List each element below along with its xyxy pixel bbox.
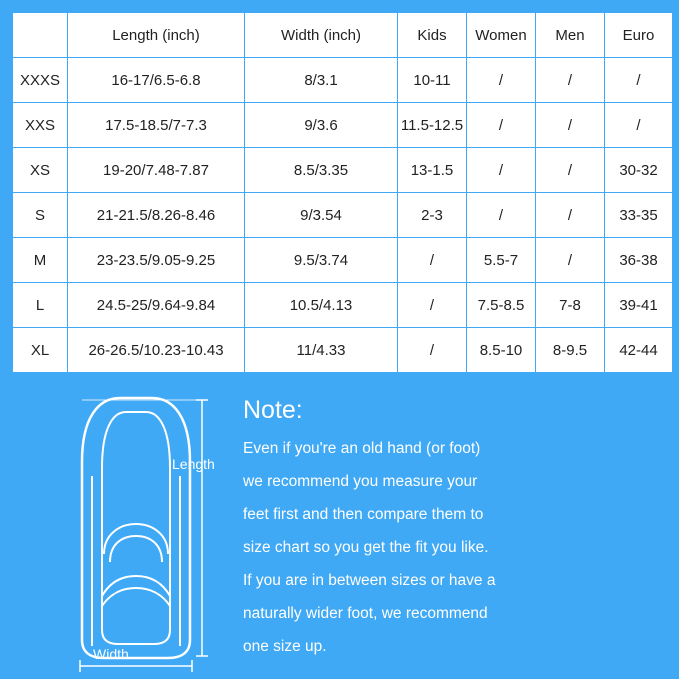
cell-men: /	[536, 193, 605, 238]
cell-kids: 13-1.5	[398, 148, 467, 193]
cell-size: XXXS	[13, 58, 68, 103]
header-length: Length (inch)	[68, 13, 245, 58]
size-table	[12, 12, 673, 373]
table-row	[13, 283, 673, 328]
cell-euro: /	[605, 58, 673, 103]
cell-kids: 2-3	[398, 193, 467, 238]
cell-size: XS	[13, 148, 68, 193]
table-header-row	[13, 13, 673, 58]
header-men: Men	[536, 13, 605, 58]
size-table-container	[12, 12, 667, 373]
table-row	[13, 103, 673, 148]
cell-length: 19-20/7.48-7.87	[68, 148, 245, 193]
note-line-3: feet first and then compare them to	[243, 506, 484, 523]
cell-length: 21-21.5/8.26-8.46	[68, 193, 245, 238]
note-line-5: If you are in between sizes or have a	[243, 572, 496, 589]
note-block	[243, 394, 663, 663]
cell-length: 23-23.5/9.05-9.25	[68, 238, 245, 283]
cell-euro: 33-35	[605, 193, 673, 238]
header-women: Women	[467, 13, 536, 58]
cell-kids: /	[398, 238, 467, 283]
cell-kids: /	[398, 328, 467, 373]
note-line-4: size chart so you get the fit you like.	[243, 539, 489, 556]
table-row	[13, 238, 673, 283]
cell-euro: 30-32	[605, 148, 673, 193]
cell-euro: 36-38	[605, 238, 673, 283]
header-kids: Kids	[398, 13, 467, 58]
table-row	[13, 148, 673, 193]
cell-men: /	[536, 148, 605, 193]
cell-euro: 39-41	[605, 283, 673, 328]
cell-kids: /	[398, 283, 467, 328]
table-row	[13, 193, 673, 238]
note-line-1: Even if you're an old hand (or foot)	[243, 440, 481, 457]
header-size	[13, 13, 68, 58]
cell-length: 26-26.5/10.23-10.43	[68, 328, 245, 373]
cell-length: 16-17/6.5-6.8	[68, 58, 245, 103]
note-title: Note:	[243, 396, 303, 424]
cell-length: 17.5-18.5/7-7.3	[68, 103, 245, 148]
cell-women: /	[467, 193, 536, 238]
table-header	[13, 13, 673, 58]
swim-fin-diagram-icon	[40, 384, 230, 674]
cell-women: /	[467, 103, 536, 148]
cell-width: 9/3.6	[245, 103, 398, 148]
cell-kids: 11.5-12.5	[398, 103, 467, 148]
cell-size: XXS	[13, 103, 68, 148]
table-body	[13, 58, 673, 373]
cell-men: /	[536, 58, 605, 103]
table-row	[13, 328, 673, 373]
cell-women: /	[467, 58, 536, 103]
cell-euro: /	[605, 103, 673, 148]
note-line-7: one size up.	[243, 638, 327, 655]
cell-width: 10.5/4.13	[245, 283, 398, 328]
cell-kids: 10-11	[398, 58, 467, 103]
cell-size: XL	[13, 328, 68, 373]
cell-size: L	[13, 283, 68, 328]
cell-euro: 42-44	[605, 328, 673, 373]
width-dimension-label: Width	[93, 646, 129, 662]
cell-men: /	[536, 103, 605, 148]
cell-men: 7-8	[536, 283, 605, 328]
cell-women: 8.5-10	[467, 328, 536, 373]
cell-size: M	[13, 238, 68, 283]
note-line-6: naturally wider foot, we recommend	[243, 605, 488, 622]
note-panel	[0, 376, 679, 679]
cell-men: /	[536, 238, 605, 283]
header-euro: Euro	[605, 13, 673, 58]
header-width: Width (inch)	[245, 13, 398, 58]
cell-women: 5.5-7	[467, 238, 536, 283]
cell-women: 7.5-8.5	[467, 283, 536, 328]
cell-width: 11/4.33	[245, 328, 398, 373]
cell-width: 9.5/3.74	[245, 238, 398, 283]
note-line-2: we recommend you measure your	[243, 473, 478, 490]
cell-width: 8/3.1	[245, 58, 398, 103]
table-row	[13, 58, 673, 103]
cell-men: 8-9.5	[536, 328, 605, 373]
cell-length: 24.5-25/9.64-9.84	[68, 283, 245, 328]
cell-size: S	[13, 193, 68, 238]
cell-width: 8.5/3.35	[245, 148, 398, 193]
cell-width: 9/3.54	[245, 193, 398, 238]
cell-women: /	[467, 148, 536, 193]
length-dimension-label: Length	[172, 456, 215, 472]
